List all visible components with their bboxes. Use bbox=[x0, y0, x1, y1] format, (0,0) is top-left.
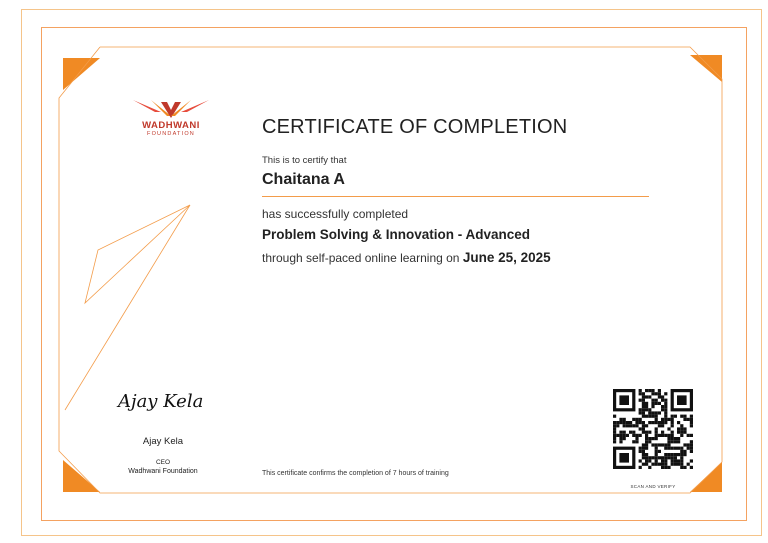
completion-line bbox=[262, 250, 551, 265]
course-title: Problem Solving & Innovation - Advanced bbox=[262, 227, 531, 242]
wadhwani-logo bbox=[128, 98, 214, 144]
logo-name: WADHWANI bbox=[142, 120, 200, 131]
certificate-title: CERTIFICATE OF COMPLETION bbox=[262, 116, 568, 138]
signer-organization: Wadhwani Foundation bbox=[128, 468, 198, 475]
signer-name: Ajay Kela bbox=[142, 436, 184, 447]
name-underline bbox=[262, 196, 649, 197]
signer-role: CEO bbox=[155, 459, 171, 466]
completion-date: June 25, 2025 bbox=[462, 250, 551, 265]
scan-verify-label: SCAN AND VERIFY bbox=[630, 484, 676, 489]
logo-subtitle: FOUNDATION bbox=[147, 131, 195, 137]
completed-text: has successfully completed bbox=[262, 207, 409, 221]
certify-text: This is to certify that bbox=[262, 155, 347, 166]
recipient-name: Chaitana A bbox=[262, 171, 345, 188]
through-text: through self-paced online learning on bbox=[262, 251, 460, 265]
signature: Ajay Kela bbox=[118, 391, 204, 412]
logo-mark-icon bbox=[131, 98, 211, 120]
qr-code-icon[interactable] bbox=[613, 389, 693, 469]
training-hours-note: This certificate confirms the completion of 7 hours of training bbox=[262, 470, 449, 477]
